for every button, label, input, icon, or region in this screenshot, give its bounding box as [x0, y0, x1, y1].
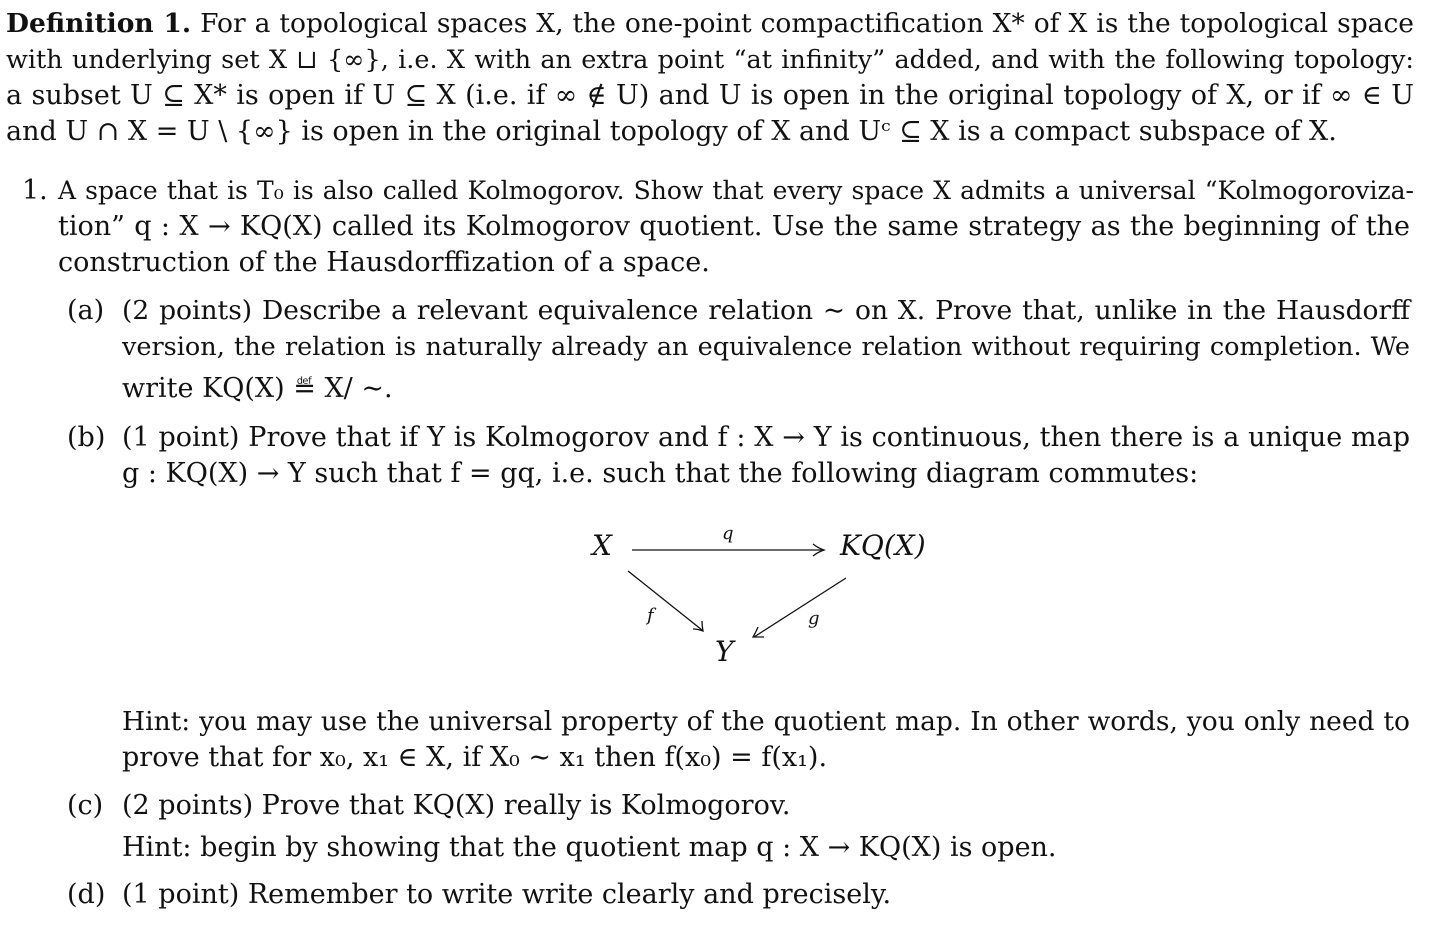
diagram-node-kq: KQ(X): [840, 529, 926, 562]
diagram-label-f: f: [647, 605, 654, 626]
part-c-label: (c): [67, 790, 104, 821]
definition-line-1: [6, 6, 1414, 42]
part-c-hint: Hint: begin by showing that the quotient map q : X → KQ(X) is open.: [122, 832, 1057, 863]
part-b-line-2: g : KQ(X) → Y such that f = gq, i.e. such that the following diagram commutes:: [122, 458, 1199, 489]
definition-line-3: a subset U ⊆ X* is open if U ⊆ X (i.e. if ∞ ∉ U) and U is open in the original topology of X, or if ∞ ∈ U: [6, 80, 1414, 111]
part-b-hint-line-2: prove that for x₀, x₁ ∈ X, if X₀ ∼ x₁ then f(x₀) = f(x₁).: [122, 742, 828, 773]
problem-line-3: construction of the Hausdorffization of a space.: [58, 247, 710, 278]
part-c-line-1: (2 points) Prove that KQ(X) really is Kolmogorov.: [122, 790, 791, 821]
part-a-line-1: (2 points) Describe a relevant equivalence relation ∼ on X. Prove that, unlike in the Hausdorff: [122, 295, 1410, 326]
part-b-label: (b): [67, 422, 106, 453]
definition-heading: Definition 1.: [6, 8, 192, 39]
arrow-g: [754, 578, 846, 637]
part-d-line-1: (1 point) Remember to write write clearly and precisely.: [122, 879, 892, 910]
part-a-line-2: version, the relation is naturally already an equivalence relation without requiring completion. We: [122, 332, 1410, 362]
part-b-line-1: (1 point) Prove that if Y is Kolmogorov and f : X → Y is continuous, then there is a unique map: [122, 422, 1410, 453]
part-b-hint-line-1: Hint: you may use the universal property of the quotient map. In other words, you only need to: [122, 706, 1410, 737]
commutative-diagram: [560, 515, 980, 675]
definition-line-4: and U ∩ X = U \ {∞} is open in the original topology of X and Uᶜ ⊆ X is a compact subspace of X.: [6, 116, 1337, 147]
diagram-label-q: q: [722, 523, 734, 544]
part-d-label: (d): [67, 879, 106, 910]
diagram-label-g: g: [808, 608, 820, 629]
diagram-node-y: Y: [715, 635, 734, 668]
problem-line-2: tion” q : X → KQ(X) called its Kolmogorov quotient. Use the same strategy as the beginning of the: [58, 211, 1410, 242]
problem-line-1: A space that is T₀ is also called Kolmogorov. Show that every space X admits a universal “Kolmogoroviza-: [58, 176, 1414, 205]
arrow-f: [628, 571, 702, 630]
part-a-line-3: write KQ(X) ≝ X/ ∼.: [122, 373, 393, 404]
diagram-node-x: X: [592, 529, 612, 562]
definition-line-2: with underlying set X ⊔ {∞}, i.e. X with an extra point “at infinity” added, and with the following topology:: [6, 45, 1414, 75]
problem-number: 1.: [22, 175, 48, 206]
part-a-label: (a): [67, 295, 105, 326]
definition-text-1: For a topological spaces X, the one-point compactification X* of X is the topological space: [200, 8, 1414, 39]
